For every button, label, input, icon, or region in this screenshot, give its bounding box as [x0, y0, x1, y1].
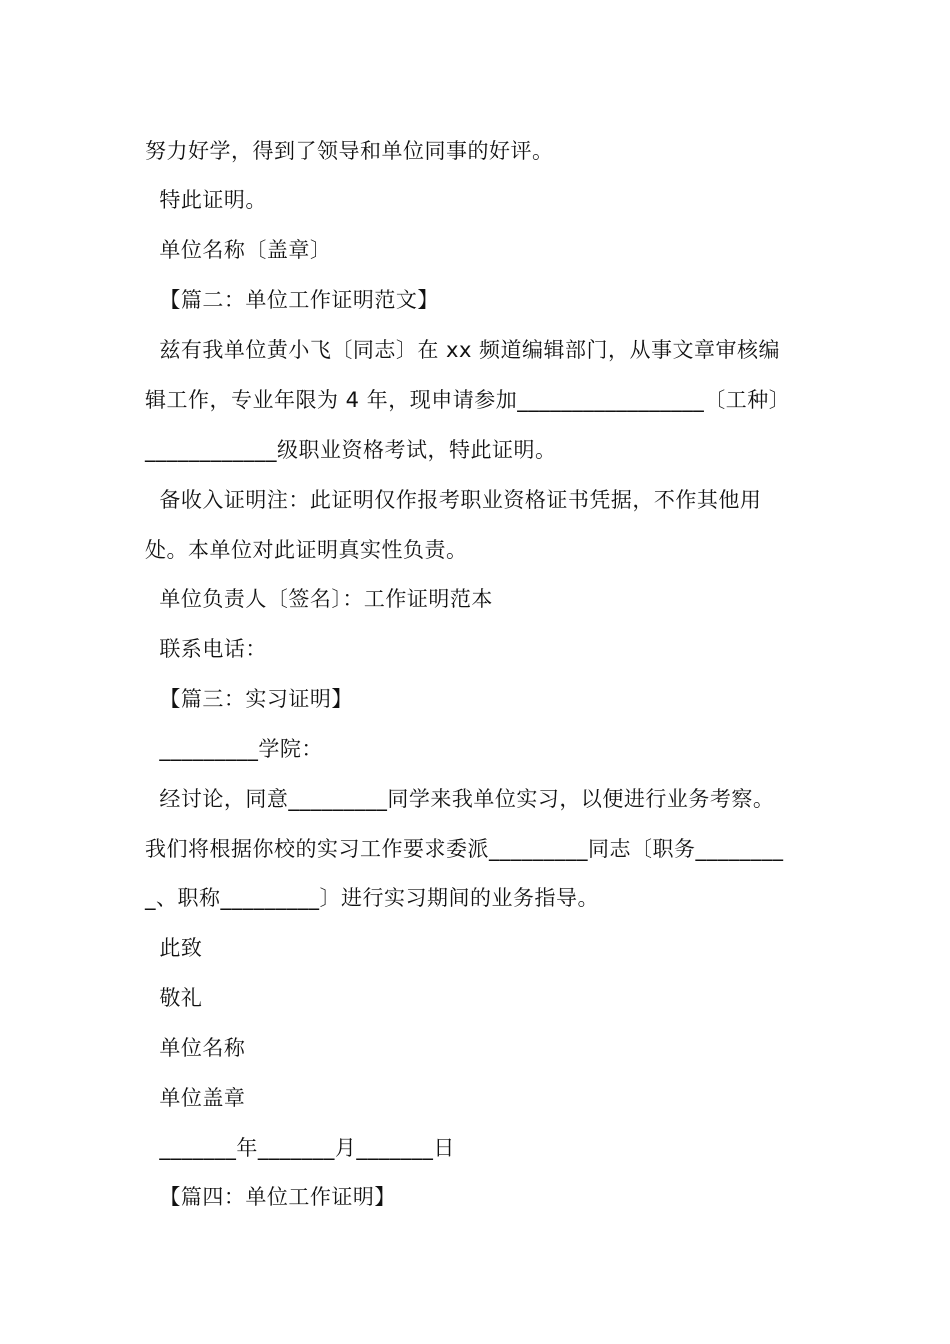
- section-heading-2: 【篇二：单位工作证明范文】: [145, 288, 439, 312]
- text-line-7: ____________级职业资格考试，特此证明。: [145, 438, 557, 462]
- text-line-10: 单位负责人〔签名〕：工作证明范本: [145, 587, 493, 611]
- text-line-9: 处。本单位对此证明真实性负责。: [145, 538, 468, 562]
- text-line-2: 特此证明。: [145, 188, 267, 212]
- text-line-5: 兹有我单位黄小飞〔同志〕在 xx 频道编辑部门，从事文章审核编: [145, 338, 781, 362]
- text-line-1: 努力好学，得到了领导和单位同事的好评。: [145, 139, 554, 163]
- text-line-3: 单位名称〔盖章〕: [145, 238, 332, 262]
- text-line-17: 此致: [145, 936, 203, 960]
- text-line-8: 备收入证明注：此证明仅作报考职业资格证书凭据，不作其他用: [145, 488, 762, 512]
- date-line: _______年_______月_______日: [145, 1136, 455, 1160]
- text-line-6: 辑工作，专业年限为 4 年，现申请参加_________________〔工种〕: [145, 388, 791, 412]
- text-line-15: 我们将根据你校的实习工作要求委派_________同志〔职务________: [145, 837, 784, 861]
- text-line-20: 单位盖章: [145, 1086, 246, 1110]
- section-heading-4: 【篇四：单位工作证明】: [145, 1185, 396, 1209]
- text-line-13: _________学院：: [145, 737, 323, 761]
- text-line-18: 敬礼: [145, 986, 203, 1010]
- text-line-19: 单位名称: [145, 1036, 246, 1060]
- text-line-16: _、职称_________〕进行实习期间的业务指导。: [145, 886, 599, 910]
- text-line-11: 联系电话：: [145, 637, 267, 661]
- text-line-14: 经讨论，同意_________同学来我单位实习，以便进行业务考察。: [145, 787, 775, 811]
- section-heading-3: 【篇三：实习证明】: [145, 687, 353, 711]
